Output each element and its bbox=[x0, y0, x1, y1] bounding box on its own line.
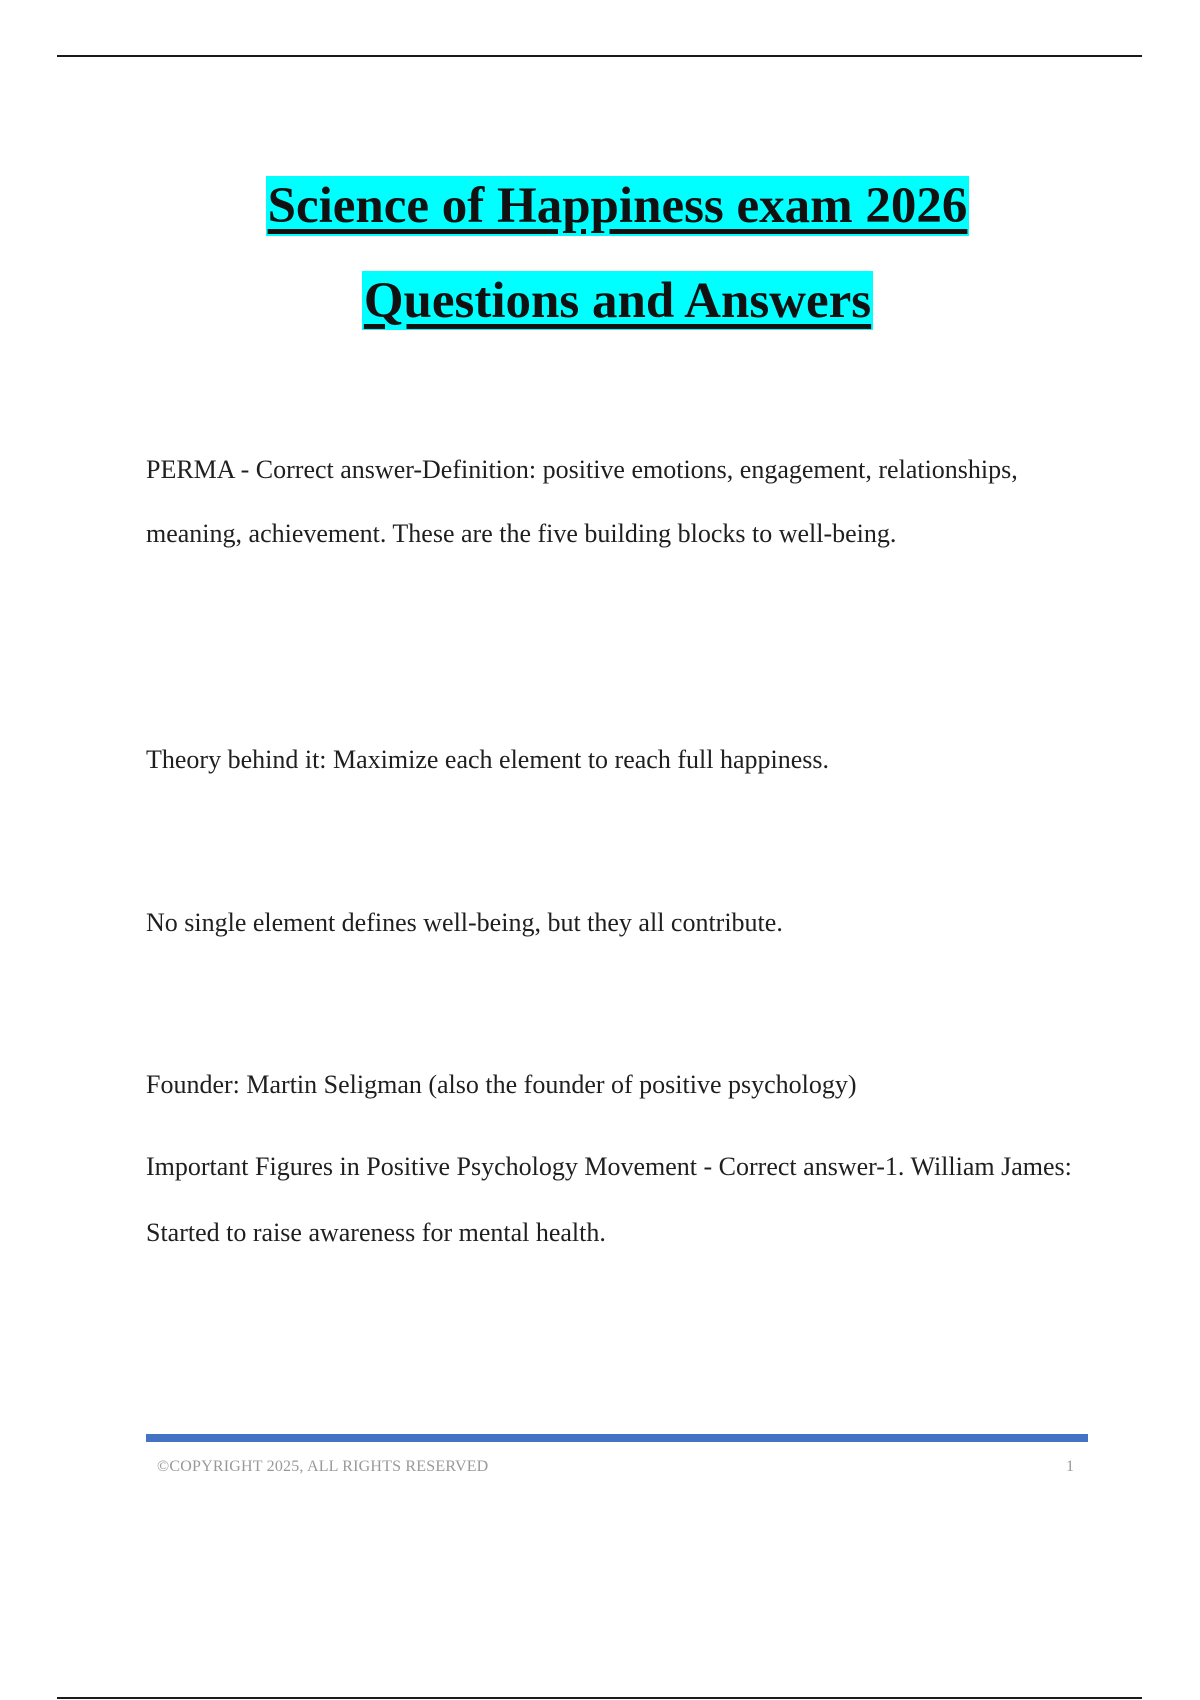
title-line-1: Science of Happiness exam 2026 bbox=[267, 178, 968, 234]
paragraph-important-figures: Important Figures in Positive Psychology Movement - Correct answer-1. William James: Started to raise awareness for mental health. bbox=[146, 1152, 1072, 1247]
bottom-rule bbox=[57, 1697, 1142, 1699]
paragraph-no-single-element: No single element defines well-being, but they all contribute. bbox=[146, 908, 783, 937]
paragraph-perma-definition: PERMA - Correct answer-Definition: positive emotions, engagement, relationships, meaning, achievement. These are the five building blocks to well-being. bbox=[146, 455, 1018, 548]
page-number: 1 bbox=[1066, 1458, 1074, 1475]
paragraph-theory: Theory behind it: Maximize each element to reach full happiness. bbox=[146, 745, 829, 774]
footer-bar bbox=[146, 1434, 1088, 1442]
top-rule bbox=[57, 55, 1142, 57]
paragraph-founder: Founder: Martin Seligman (also the founder of positive psychology) bbox=[146, 1070, 857, 1099]
document-title bbox=[0, 176, 1200, 330]
footer-copyright: ©COPYRIGHT 2025, ALL RIGHTS RESERVED bbox=[157, 1458, 489, 1475]
title-line-2: Questions and Answers bbox=[363, 272, 872, 329]
